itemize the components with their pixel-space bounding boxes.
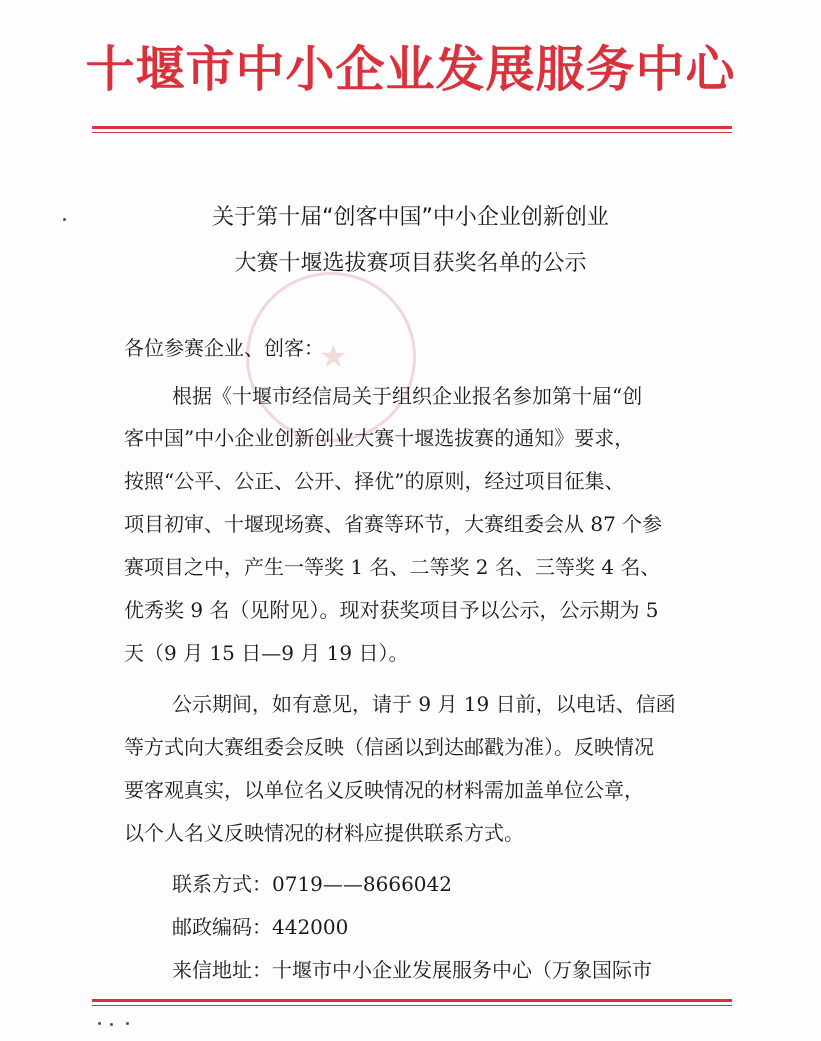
letterhead-red-rule bbox=[92, 126, 732, 129]
paragraph-1-line: 天（9 月 15 日—9 月 19 日）。 bbox=[124, 641, 409, 665]
document-title-line-2: 大赛十堰选拔赛项目获奖名单的公示 bbox=[234, 251, 587, 276]
scan-speck bbox=[63, 218, 66, 221]
footer-red-rule bbox=[92, 999, 732, 1002]
paragraph-1-line: 项目初审、十堰现场赛、省赛等环节，大赛组委会从 87 个参 bbox=[124, 512, 663, 536]
contact-address: 来信地址：十堰市中小企业发展服务中心（万象国际市 bbox=[172, 958, 652, 982]
seal-star-icon: ★ bbox=[319, 337, 348, 375]
letterhead-org-name: 十堰市中小企业发展服务中心 bbox=[85, 40, 736, 98]
paragraph-2-line: 以个人名义反映情况的材料应提供联系方式。 bbox=[124, 821, 524, 845]
contact-phone: 联系方式：0719——8666042 bbox=[172, 872, 452, 896]
scan-speck bbox=[110, 1023, 113, 1026]
letterhead-red-rule-thin bbox=[92, 132, 732, 133]
scan-speck bbox=[126, 1022, 129, 1025]
paragraph-1-line: 按照“公平、公正、公开、择优”的原则，经过项目征集、 bbox=[124, 469, 625, 493]
paragraph-2-line: 等方式向大赛组委会反映（信函以到达邮戳为准）。反映情况 bbox=[124, 735, 654, 759]
salutation: 各位参赛企业、创客： bbox=[124, 336, 324, 360]
paragraph-1-line: 赛项目之中，产生一等奖 1 名、二等奖 2 名、三等奖 4 名、 bbox=[124, 555, 661, 579]
paragraph-1-line: 客中国”中小企业创新创业大赛十堰选拔赛的通知》要求， bbox=[124, 426, 635, 450]
paragraph-1-line: 优秀奖 9 名（见附见）。现对获奖项目予以公示，公示期为 5 bbox=[124, 598, 659, 622]
paragraph-2-line: 公示期间，如有意见，请于 9 月 19 日前，以电话、信函 bbox=[172, 692, 676, 716]
footer-red-rule-thin bbox=[92, 1005, 732, 1006]
document-title-line-1: 关于第十届“创客中国”中小企业创新创业 bbox=[212, 205, 609, 230]
paragraph-2-line: 要客观真实，以单位名义反映情况的材料需加盖单位公章， bbox=[124, 778, 644, 802]
contact-postcode: 邮政编码：442000 bbox=[172, 915, 349, 939]
paragraph-1-line: 根据《十堰市经信局关于组织企业报名参加第十届“创 bbox=[172, 384, 643, 408]
scan-speck bbox=[98, 1022, 101, 1025]
